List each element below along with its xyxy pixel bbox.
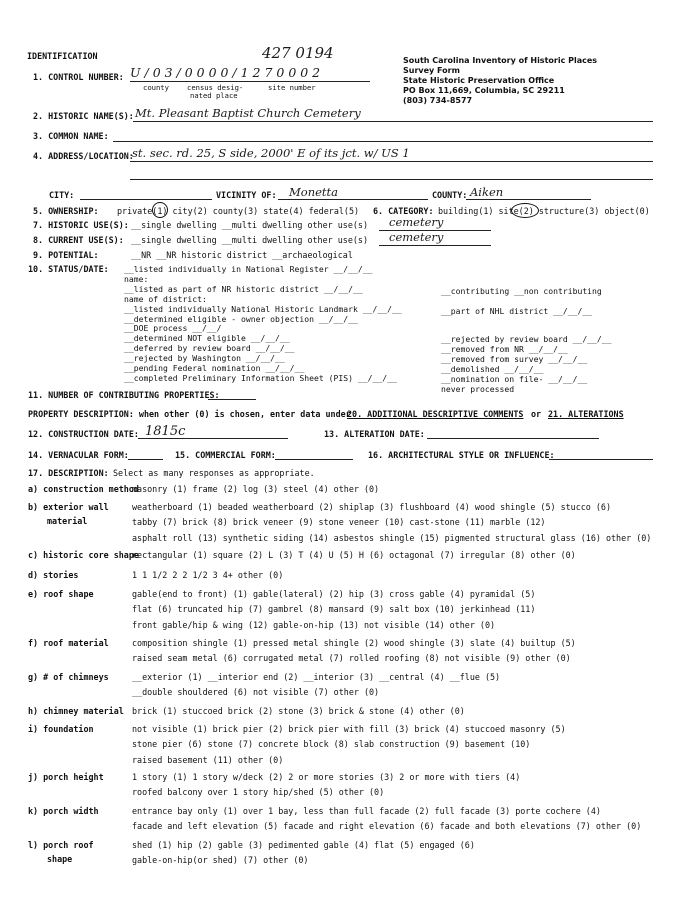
description-row-label: g) # of chimneys [28, 672, 109, 682]
status-item: __rejected by Washington __/__/__ [124, 353, 285, 364]
historic-use-options: __single dwelling __multi dwelling other use(s) [131, 220, 368, 230]
vicinity-value: Monetta [289, 185, 339, 199]
description-row-label: d) stories [28, 570, 79, 580]
status-item: __deferred by review board __/__/__ [124, 343, 295, 354]
commercial-form-line [275, 459, 353, 460]
county-value: Aiken [470, 185, 504, 199]
description-row-label: j) porch height [28, 772, 104, 782]
description-option-line: flat (6) truncated hip (7) gambrel (8) mansard (9) salt box (10) jerkinhead (11) [132, 604, 536, 615]
construction-date-value: 1815c [145, 424, 186, 439]
additional-comments-ref: 20. ADDITIONAL DESCRIPTIVE COMMENTS [347, 409, 524, 419]
architectural-style-label: 16. ARCHITECTURAL STYLE OR INFLUENCE: [368, 450, 555, 460]
status-right-list [441, 335, 612, 394]
vicinity-label: VICINITY OF: [216, 190, 277, 200]
property-description-text: PROPERTY DESCRIPTION: when other (0) is chosen, enter data under [28, 409, 351, 419]
description-option-line: entrance bay only (1) over 1 bay, less than full facade (2) full facade (3) porte cochere (4) [132, 806, 601, 816]
agency-line-2: Survey Form [403, 66, 460, 75]
commercial-form-label: 15. COMMERCIAL FORM: [175, 450, 276, 460]
description-option-line: 1 story (1) 1 story w/deck (2) 2 or more stories (3) 2 or more with tiers (4) [132, 772, 521, 782]
current-use-options: __single dwelling __multi dwelling other use(s) [131, 235, 368, 245]
description-option-line: roofed balcony over 1 story hip/shed (5) other (0) [132, 787, 385, 798]
current-use-line [379, 245, 491, 246]
description-row-label: i) foundation [28, 724, 94, 734]
status-item: __determined eligible - owner objection __/__/__ [124, 313, 358, 324]
common-name-label: 3. COMMON NAME: [33, 131, 109, 141]
description-row-label-cont: material [47, 516, 88, 526]
agency-line-5: (803) 734-8577 [403, 96, 473, 105]
description-row-label: e) roof shape [28, 589, 94, 599]
status-right-item: __nomination on file- __/__/__ [441, 373, 588, 384]
description-row-label: f) roof material [28, 638, 109, 648]
city-label: CITY: [49, 190, 75, 200]
description-row-label: k) porch width [28, 806, 99, 816]
description-option-line: asphalt roll (13) synthetic siding (14) asbestos shingle (15) pigmented structural glass (16) other (0) [132, 532, 652, 543]
ownership-options: private(1) city(2) county(3) state(4) federal(5) [117, 206, 360, 216]
vernacular-form-label: 14. VERNACULAR FORM: [28, 450, 129, 460]
historic-names-label: 2. HISTORIC NAME(S): [33, 111, 134, 121]
vernacular-form-line [128, 459, 163, 460]
historic-names-line [133, 121, 653, 122]
status-left-list [124, 265, 402, 384]
potential-options: __NR __NR historic district __archaeological [131, 250, 353, 260]
control-sub-census: census desig- [187, 83, 244, 92]
description-option-line: brick (1) stuccoed brick (2) stone (3) brick & stone (4) other (0) [132, 706, 465, 716]
description-row-label: h) chimney material [28, 706, 124, 716]
alteration-date-label: 13. ALTERATION DATE: [324, 429, 425, 439]
address-value: st. sec. rd. 25, S side, 2000' E of its jct. w/ US 1 [132, 146, 410, 160]
category-label: 6. CATEGORY: [373, 206, 434, 216]
historic-use-label: 7. HISTORIC USE(S): [33, 220, 129, 230]
status-item: __DOE process __/__/ [124, 323, 222, 334]
address-line-2 [130, 179, 653, 180]
agency-line-3: State Historic Preservation Office [403, 76, 555, 85]
description-label: 17. DESCRIPTION: [28, 468, 109, 478]
description-option-line: not visible (1) brick pier (2) brick pier with fill (3) brick (4) stuccoed masonry (5) [132, 724, 566, 734]
description-option-line: stone pier (6) stone (7) concrete block (8) slab construction (9) basement (10) [132, 739, 531, 750]
description-option-line: tabby (7) brick (8) brick veneer (9) stone veneer (10) cast-stone (11) marble (12) [132, 517, 546, 528]
status-item: __completed Preliminary Information Sheet (PIS) __/__/__ [124, 372, 397, 383]
construction-date-line [138, 438, 288, 439]
ownership-selected-mark [152, 202, 168, 218]
status-label: 10. STATUS/DATE: [28, 264, 109, 274]
description-row-label: a) construction method [28, 484, 139, 494]
description-option-line: rectangular (1) square (2) L (3) T (4) U (5) H (6) octagonal (7) irregular (8) other (0) [132, 550, 576, 560]
description-option-line: gable(end to front) (1) gable(lateral) (2) hip (3) cross gable (4) pyramidal (5) [132, 589, 536, 599]
agency-line-4: PO Box 11,669, Columbia, SC 29211 [403, 86, 565, 95]
potential-label: 9. POTENTIAL: [33, 250, 99, 260]
control-number-value: U / 0 3 / 0 0 0 0 / 1 2 7 0 0 0 2 [130, 65, 321, 80]
architectural-style-line [549, 459, 653, 460]
alterations-ref: 21. ALTERATIONS [548, 409, 624, 419]
description-row-label: c) historic core shape [28, 550, 139, 560]
status-right-nhl: __part of NHL district __/__/__ [441, 306, 593, 316]
status-item: __determined NOT eligible __/__/__ [124, 333, 290, 344]
contributing-properties-label: 11. NUMBER OF CONTRIBUTING PROPERTIES: [28, 390, 220, 400]
address-line [130, 161, 653, 162]
category-selected-mark [511, 203, 539, 218]
ownership-label: 5. OWNERSHIP: [33, 206, 99, 216]
description-option-line: front gable/hip & wing (12) gable-on-hip (13) not visible (14) other (0) [132, 619, 496, 630]
current-use-value: cemetery [389, 230, 444, 244]
description-option-line: masonry (1) frame (2) log (3) steel (4) other (0) [132, 484, 380, 494]
control-number-label: 1. CONTROL NUMBER: [33, 72, 124, 82]
control-sub-county: county [143, 83, 169, 92]
status-item: __listed individually National Historic Landmark __/__/__ [124, 303, 402, 314]
status-right-item: __removed from survey __/__/__ [441, 353, 588, 364]
status-right-contributing: __contributing __non contributing [441, 286, 602, 296]
description-row-label: l) porch roof [28, 840, 94, 850]
historic-names-value: Mt. Pleasant Baptist Church Cemetery [135, 106, 361, 120]
status-right-item: never processed [441, 383, 515, 394]
or-text: or [531, 409, 542, 419]
status-right-item: __rejected by review board __/__/__ [441, 334, 612, 344]
contributing-properties-line [208, 399, 256, 400]
status-item: name: [124, 273, 149, 284]
county-line [466, 199, 591, 200]
control-number-underline [130, 81, 370, 82]
status-right-item: __demolished __/__/__ [441, 363, 544, 374]
control-sub-census-2: nated place [190, 91, 238, 100]
city-line [80, 199, 212, 200]
category-options: building(1) site(2) structure(3) object(0) [438, 206, 650, 216]
address-label: 4. ADDRESS/LOCATION: [33, 151, 134, 161]
description-option-line: __exterior (1) __interior end (2) __interior (3) __central (4) __flue (5) [132, 672, 501, 682]
status-item: __listed as part of NR historic district __/__/__ [124, 283, 363, 294]
current-use-label: 8. CURRENT USE(S): [33, 235, 124, 245]
alteration-date-line [427, 438, 599, 439]
description-option-line: facade and left elevation (5) facade and right elevation (6) facade and both elevations (7) other (0) [132, 821, 642, 832]
vicinity-line [278, 199, 428, 200]
status-right-item: __removed from NR __/__/__ [441, 343, 568, 354]
control-sub-site: site number [268, 83, 316, 92]
description-option-line: weatherboard (1) beaded weatherboard (2) shiplap (3) flushboard (4) wood shingle (5) stucco (6) [132, 502, 612, 512]
description-option-line: __double shouldered (6) not visible (7) other (0) [132, 687, 380, 698]
description-option-line: raised seam metal (6) corrugated metal (7) rolled roofing (8) not visible (9) other (0) [132, 653, 571, 664]
status-item: name of district: [124, 293, 207, 304]
status-item: __pending Federal nomination __/__/__ [124, 363, 305, 374]
description-option-line: gable-on-hip(or shed) (7) other (0) [132, 855, 309, 866]
agency-block [403, 56, 597, 106]
county-label: COUNTY: [432, 190, 468, 200]
construction-date-label: 12. CONSTRUCTION DATE: [28, 429, 139, 439]
common-name-line [113, 141, 653, 142]
description-option-line: 1 1 1/2 2 2 1/2 3 4+ other (0) [132, 570, 284, 580]
historic-use-value: cemetery [389, 215, 444, 229]
description-option-line: composition shingle (1) pressed metal shingle (2) wood shingle (3) slate (4) builtup (5) [132, 638, 576, 648]
description-option-line: raised basement (11) other (0) [132, 754, 284, 765]
status-item: __listed individually in National Register __/__/__ [124, 264, 373, 274]
description-intro: Select as many responses as appropriate. [113, 468, 315, 478]
description-row-label: b) exterior wall [28, 502, 109, 512]
section-title: IDENTIFICATION [27, 51, 98, 61]
description-option-line: shed (1) hip (2) gable (3) pedimented gable (4) flat (5) engaged (6) [132, 840, 475, 850]
handwritten-code: 427 0194 [262, 44, 334, 62]
agency-line-1: South Carolina Inventory of Historic Places [403, 56, 598, 65]
description-row-label-cont: shape [47, 854, 73, 864]
